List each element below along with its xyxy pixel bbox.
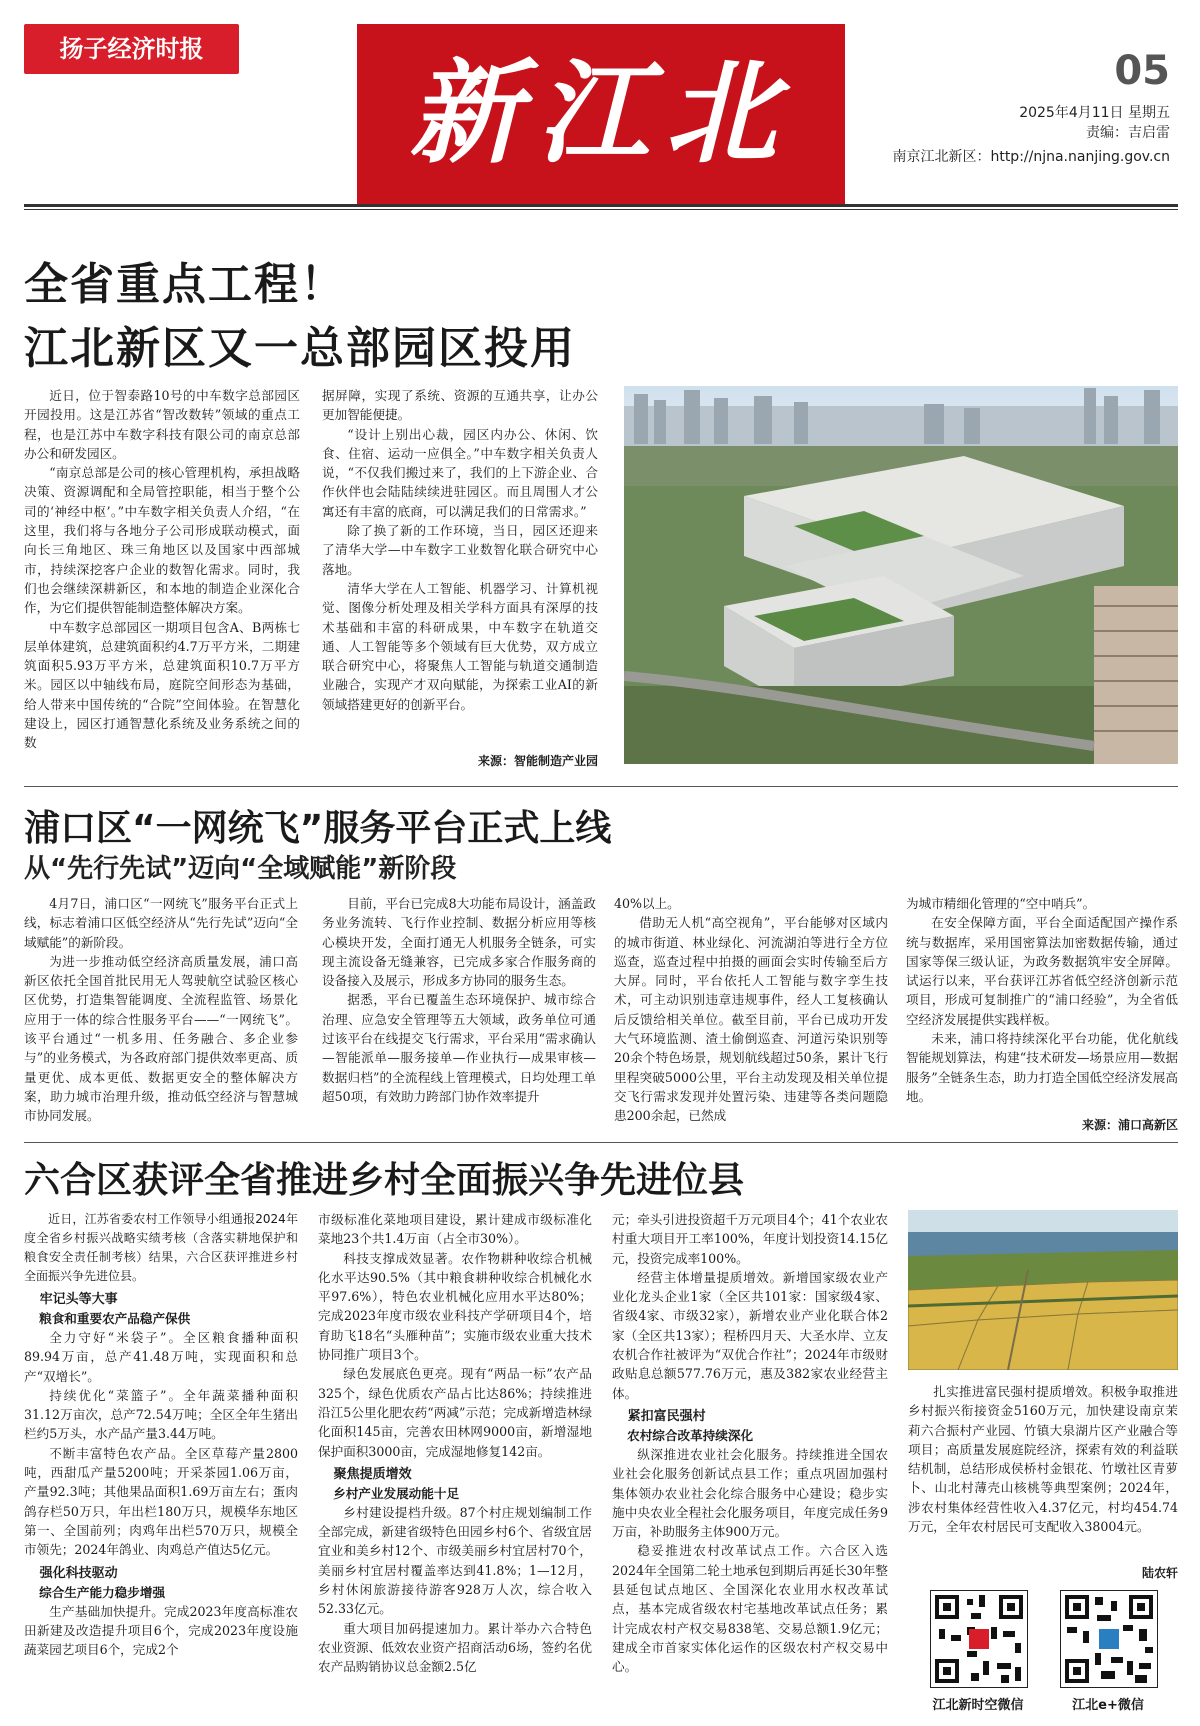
section-title: 牢记头等大事 [39, 1292, 118, 1307]
section-rule [24, 786, 1178, 787]
article3-col4 [908, 1382, 1178, 1562]
paragraph: 乡村建设提档升级。87个村庄规划编制工作全部完成，新建省级特色田园乡村6个、省级宜居宜业和美乡村12个、市级美丽乡村宜居村70个，美丽乡村宜居村覆盖率达到41.8%；1—12月，乡村休闲旅游接待游客928万人次，综合收入52.33亿元。 [318, 1504, 592, 1617]
qr-code-jiangbei-eplus[interactable] [1060, 1590, 1158, 1688]
paragraph: 扎实推进富民强村提质增效。积极争取推进乡村振兴衔接资金5160万元，加快建设南京茉莉六合振村产业园、竹镇大泉湖片区产业融合等项目；高质量发展庭院经济，探索有效的利益联结机制，总结形成侯桥村金银花、竹墩社区青萝卜、山北村薄壳山核桃等典型案例；2024年，涉农村集体经营性收入4.37亿元，村均454.74万元，全年农村居民可支配收入38004元。 [908, 1384, 1178, 1535]
campus-aerial-photo [624, 386, 1178, 764]
issue-date: 2025年4月11日 星期五 [1019, 105, 1170, 121]
paragraph: 元；牵头引进投资超千万元项目4个；41个农业农村重大项目开工率100%，年度计划投资14.15亿元，投资完成率100%。 [612, 1212, 888, 1266]
article3-headline: 六合区获评全省推进乡村全面振兴争先进位县 [24, 1160, 745, 1201]
section-title: 聚焦提质增效 [333, 1466, 412, 1482]
paragraph: 近日，位于智泰路10号的中车数字总部园区开园投用。这是江苏省“智改数转”领域的重点工程，也是江苏中车数字科技有限公司的南京总部办公和研发园区。 [24, 388, 300, 461]
paragraph: 经营主体增量提质增效。新增国家级农业产业化龙头企业1家（全区共101家：国家级4家、省级4家、市级32家），新增农业产业化联合体2家（全区共13家）；程桥四月天、大圣水岸、立友农机合作社被评为“双优合作社”；2024年市级财政贴息总额577.76万元，惠及382家农业经营主体。 [612, 1269, 888, 1401]
paragraph: 稳妥推进农村改革试点工作。六合区入选2024年全国第二轮土地承包到期后再延长30年整县延包试点地区、全国深化农业用水权改革试点，基本完成省级农村宅基地改革试点任务；累计完成农村产权交易838笔、交易总额1.9亿元；建成全市首家实体化运作的区级农村产权交易中心。 [612, 1543, 888, 1675]
article3-col2 [318, 1210, 592, 1710]
article3-col1 [24, 1210, 298, 1710]
article2-col2 [322, 894, 596, 1138]
paragraph: 重大项目加码提速加力。累计举办六合特色农业资源、低效农业资产招商活动6场，签约名优农产品购销协议总金额2.5亿 [318, 1620, 592, 1675]
section-subtitle: 农村综合改革持续深化 [627, 1427, 754, 1443]
section-subtitle: 综合生产能力稳步增强 [39, 1584, 166, 1600]
article2-source: 来源：浦口高新区 [1081, 1118, 1178, 1132]
paragraph: 市级标准化菜地项目建设，累计建成市级标准化菜地23个共1.4万亩（占全市30%）。 [318, 1212, 592, 1247]
paragraph: 40%以上。 [614, 896, 680, 911]
article2-col3 [614, 894, 888, 1138]
section-subtitle: 粮食和重要农产品稳产保供 [39, 1311, 191, 1326]
section-title: 强化科技驱动 [39, 1565, 118, 1581]
paragraph: 清华大学在人工智能、机器学习、计算机视觉、图像分析处理及相关学科方面具有深厚的技术基础和丰富的科研成果，中车数字在轨道交通、人工智能等多个领域有巨大优势，双方成立联合研究中心，将聚焦人工智能与轨道交通制造业融合，实现产才双向赋能，为探索工业AI的新领域搭建更好的创新平台。 [322, 580, 598, 712]
article1-col2 [322, 386, 598, 752]
article1-col1 [24, 386, 300, 774]
paragraph: 生产基础加快提升。完成2023年度高标准农田新建及改造提升项目6个，完成2023年度设施蔬菜园艺项目6个，完成2个 [24, 1603, 298, 1658]
paragraph: 为进一步推动低空经济高质量发展，浦口高新区依托全国首批民用无人驾驶航空试验区核心区优势，打造集智能调度、全流程监管、场景化应用于一体的综合性服务平台——“一网统飞”。该平台通过“一机多用、任务融合、多企业参与”的业务模式，为各政府部门提供效率更高、质量更优、成本更低、数据更安全的整体解决方案，助力城市治理升级，推动低空经济与智慧城市协同发展。 [24, 953, 298, 1124]
paragraph: 在安全保障方面，平台全面适配国产操作系统与数据库，采用国密算法加密数据传输，通过国家等保三级认证，为政务数据筑牢安全屏障。试运行以来，平台获评江苏省低空经济创新示范项目，形成可复制推广的“浦口经验”，为全省低空经济发展提供实践样板。 [906, 915, 1178, 1027]
masthead: 新江北 [357, 24, 845, 204]
lead-paragraph: 近日，江苏省委农村工作领导小组通报2024年度全省乡村振兴战略实绩考核（含落实耕地保护和粮食安全责任制考核）结果，六合区获评推进乡村全面振兴争先进位县。 [24, 1212, 298, 1283]
article1-headline-line1: 全省重点工程！ [24, 259, 346, 310]
paragraph: 除了换了新的工作环境，当日，园区还迎来了清华大学—中车数字工业数智化联合研究中心落地。 [322, 523, 598, 577]
site-url: 南京江北新区：http://njna.nanjing.gov.cn [892, 149, 1170, 165]
qr-code-jiangbei-xinshikong[interactable] [930, 1590, 1028, 1688]
paragraph: 4月7日，浦口区“一网统飞”服务平台正式上线，标志着浦口区低空经济从“先行先试”迈向“全域赋能”的新阶段。 [24, 896, 298, 950]
paragraph: 据悉，平台已覆盖生态环境保护、城市综合治理、应急安全管理等五大领域，政务单位可通过该平台在线提交飞行需求，平台采用“需求确认—智能派单—服务接单—作业执行—成果审核—数据归档”的全流程线上管理模式，日均处理工单超50项，有效助力跨部门协作效率提升 [322, 992, 596, 1104]
paragraph: 目前，平台已完成8大功能布局设计，涵盖政务业务流转、飞行作业控制、数据分析应用等核心模块开发，全面打通无人机服务全链条，可实现主流设备无缝兼容，已完成多家合作服务商的设备接入及展示，形成多方协同的服务生态。 [322, 896, 596, 989]
paragraph: “设计上别出心裁，园区内办公、休闲、饮食、住宿、运动一应俱全。”中车数字相关负责人说，“不仅我们搬过来了，我们的上下游企业、合作伙伴也会陆陆续续进驻园区。而且周围人才公寓还有丰富的底商，可以满足我们的日常需求。” [322, 426, 598, 519]
paragraph: 全力守好“米袋子”。全区粮食播种面积89.94万亩，总产41.48万吨，实现面积和总产“双增长”。 [24, 1330, 298, 1384]
article2-col1 [24, 894, 298, 1138]
header-rule-thin [24, 209, 1178, 210]
article2-headline: 浦口区“一网统飞”服务平台正式上线 [24, 808, 612, 849]
section-subtitle: 乡村产业发展动能十足 [333, 1485, 460, 1501]
section-title: 紧扣富民强村 [627, 1408, 706, 1424]
editor-credit: 责编：吉启雷 [1086, 125, 1170, 141]
paragraph: 中车数字总部园区一期项目包含A、B两栋七层单体建筑，总建筑面积约4.7万平方米，二期建筑面积5.93万平方米，总建筑面积10.7万平方米。园区以中轴线布局，庭院空间形态为基础，给人带来中国传统的“合院”空间体验。在智慧化建设上，园区打通智慧化系统及业务系统之间的数 [24, 619, 300, 751]
article1-headline-line2: 江北新区又一总部园区投用 [24, 323, 576, 374]
header-rule [24, 204, 1178, 207]
paragraph: 科技支撑成效显著。农作物耕种收综合机械化水平达90.5%（其中粮食耕种收综合机械化水平97.6%），特色农业机械化应用水平达80%；完成2023年度市级农业科技产学研项目4个，培育助飞18名“头雁种苗”；实施市级农业重大技术协同推广项目3个。 [318, 1250, 592, 1363]
paragraph: 为城市精细化管理的“空中哨兵”。 [906, 896, 1096, 911]
paragraph: “南京总部是公司的核心管理机构，承担战略决策、资源调配和全局管控职能，相当于整个公司的‘神经中枢’。”中车数字相关负责人介绍，“在这里，我们将与各地分子公司形成联动模式，面向长三角地区、珠三角地区以及国家中西部城市，持续深挖客户企业的数智化需求。同时，我们也会继续深耕新区，和本地的制造企业深化合作，为它们提供智能制造整体解决方案。 [24, 465, 300, 616]
paragraph: 借助无人机“高空视角”，平台能够对区域内的城市街道、林业绿化、河流湖泊等进行全方位巡查，巡查过程中拍摄的画面会实时传输至后方大屏。同时，平台依托人工智能与数字孪生技术，可主动识别违章违规事件，经人工复核确认后反馈给相关单位。截至目前，平台已成功开发大气环境监测、渣土偷倒巡查、河道污染识别等20余个特色场景，规划航线超过50条，累计飞行里程突破5000公里，平台主动发现及相关单位提交飞行需求发现并处置污染、违建等各类问题隐患200余起，已然成 [614, 915, 888, 1124]
article1-source: 来源：智能制造产业园 [477, 754, 598, 768]
farmland-aerial-photo [908, 1210, 1178, 1370]
paragraph: 据屏障，实现了系统、资源的互通共享，让办公更加智能便捷。 [322, 388, 598, 423]
paragraph: 绿色发展底色更亮。现有“两品一标”农产品325个，绿色优质农产品占比达86%；持续推进沿江5公里化肥农药“两减”示范；完成新增造林绿化面积145亩，完善农田林网9000亩，新增湿地保护面积3000亩，完成湿地修复142亩。 [318, 1366, 592, 1459]
qr-caption-1: 江北新时空微信 [932, 1698, 1024, 1713]
section-rule [24, 1142, 1178, 1143]
paragraph: 未来，浦口将持续深化平台功能，优化航线智能规划算法，构建“技术研发—场景应用—数据服务”全链条生态，助力打造全国低空经济发展高地。 [906, 1031, 1178, 1104]
paragraph: 持续优化“菜篮子”。全年蔬菜播种面积31.12万亩次，总产72.54万吨；全区全年生猪出栏约5万头，水产品产量3.44万吨。 [24, 1387, 298, 1442]
qr-caption-2: 江北e+微信 [1072, 1698, 1144, 1713]
brand-logo: 扬子经济时报 [24, 24, 239, 74]
article3-author: 陆农轩 [1141, 1566, 1178, 1580]
article3-col3 [612, 1210, 888, 1710]
paragraph: 不断丰富特色农产品。全区草莓产量2800吨，西甜瓜产量5200吨；开采茶园1.06万亩，产量92.3吨；其他果品面积1.69万亩左右；蛋肉鸽存栏50万只，年出栏180万只，规模华东地区第一、全国前列；肉鸡年出栏570万只，规模全市领先；2024年鸽业、肉鸡总产值达5亿元。 [24, 1445, 298, 1558]
article2-col4 [906, 894, 1178, 1116]
paragraph: 纵深推进农业社会化服务。持续推进全国农业社会化服务创新试点县工作；重点巩固加强村集体领办农业社会化综合服务中心建设；稳步实施中央农业全程社会化服务项目，年度完成任务9万亩，补助服务主体900万元。 [612, 1446, 888, 1540]
article2-subheadline: 从“先行先试”迈向“全域赋能”新阶段 [24, 854, 457, 884]
page-number: 05 [1114, 48, 1170, 94]
